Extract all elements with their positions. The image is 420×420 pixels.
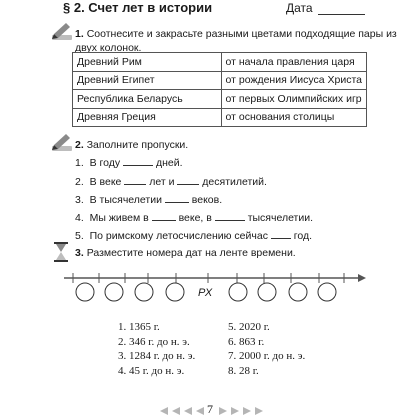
list-item: 6. 863 г. — [228, 335, 265, 348]
fill-item-1 — [75, 156, 183, 170]
timeline — [62, 272, 367, 312]
item-text: веков. — [191, 194, 223, 206]
table-row — [73, 108, 367, 127]
list-item: 5. 2020 г. — [228, 321, 270, 333]
date-input-line[interactable] — [318, 14, 365, 15]
timeline-circle[interactable] — [135, 283, 153, 301]
task2-number: 2. — [75, 139, 84, 151]
item-text: В году — [89, 157, 121, 169]
table-row — [73, 71, 367, 90]
task1-number: 1. — [75, 28, 84, 40]
timeline-circle[interactable] — [105, 283, 123, 301]
pager-right-arrows-icon — [217, 407, 263, 415]
pager-left-arrows-icon — [160, 407, 206, 415]
blank-field[interactable] — [165, 193, 189, 203]
page-number: 7 — [207, 402, 213, 416]
dates-list-left — [118, 320, 195, 378]
table-cell-right[interactable]: от основания столицы — [221, 108, 366, 127]
task1-text-line2: двух колонок. — [75, 42, 142, 54]
blank-field[interactable] — [177, 175, 199, 185]
blank-field[interactable] — [215, 211, 245, 221]
item-text: лет и — [149, 176, 175, 188]
list-item: 8. 28 г. — [228, 364, 259, 377]
task1-text-line1: Соотнесите и закрасьте разными цветами подходящие пары из — [86, 28, 397, 40]
table-cell-left[interactable]: Древний Рим — [73, 53, 222, 72]
item-number: 1. — [75, 157, 84, 169]
fill-item-2 — [75, 175, 267, 189]
table-cell-left[interactable]: Древний Египет — [73, 71, 222, 90]
page-footer — [160, 404, 260, 418]
list-item: 7. 2000 г. до н. э. — [228, 350, 306, 362]
item-text: тысячелетии. — [247, 212, 314, 224]
table-cell-left[interactable]: Древняя Греция — [73, 108, 222, 127]
item-number: 3. — [75, 194, 84, 206]
blank-field[interactable] — [123, 156, 153, 166]
task2-text: Заполните пропуски. — [86, 139, 189, 151]
blank-field[interactable] — [271, 229, 291, 239]
table-row — [73, 90, 367, 109]
task3-number: 3. — [75, 247, 84, 259]
item-text: Мы живем в — [89, 212, 149, 224]
timeline-arrow — [358, 274, 366, 282]
task2-instruction — [75, 138, 188, 152]
task3-instruction — [75, 246, 296, 260]
fill-item-3 — [75, 193, 222, 207]
item-text: год. — [293, 230, 313, 242]
item-number: 5. — [75, 230, 84, 242]
hourglass-icon — [53, 242, 75, 260]
date-label: Дата — [286, 1, 313, 15]
table-row — [73, 53, 367, 72]
item-text: В тысячелетии — [89, 194, 162, 206]
blank-field[interactable] — [152, 211, 176, 221]
matching-table — [72, 52, 367, 127]
blank-field[interactable] — [124, 175, 146, 185]
item-text: В веке — [89, 176, 122, 188]
item-text: десятилетий. — [202, 176, 267, 188]
item-text: дней. — [155, 157, 183, 169]
fill-item-4 — [75, 211, 313, 225]
pencil-icon — [50, 133, 72, 151]
item-text: веке, в — [178, 212, 212, 224]
task3-text: Разместите номера дат на ленте времени. — [86, 247, 296, 259]
timeline-circle[interactable] — [166, 283, 184, 301]
fill-item-5 — [75, 229, 312, 243]
timeline-circle[interactable] — [318, 283, 336, 301]
task1-instruction — [75, 27, 397, 55]
table-cell-left[interactable]: Республика Беларусь — [73, 90, 222, 109]
table-cell-right[interactable]: от рождения Иисуса Христа — [221, 71, 366, 90]
pencil-icon — [50, 22, 72, 40]
item-text: По римскому летосчислению сейчас — [89, 230, 268, 242]
list-item: 1. 1365 г. — [118, 321, 160, 333]
timeline-circle[interactable] — [229, 283, 247, 301]
table-cell-right[interactable]: от первых Олимпийских игр — [221, 90, 366, 109]
dates-list-right — [228, 320, 305, 378]
list-item: 4. 45 г. до н. э. — [118, 364, 185, 377]
list-item: 3. 1284 г. до н. э. — [118, 350, 196, 362]
table-cell-right[interactable]: от начала правления царя — [221, 53, 366, 72]
page-title: § 2. Счет лет в истории — [63, 0, 213, 15]
list-item: 2. 346 г. до н. э. — [118, 335, 190, 348]
item-number: 2. — [75, 176, 84, 188]
timeline-circle[interactable] — [289, 283, 307, 301]
timeline-circle[interactable] — [76, 283, 94, 301]
item-number: 4. — [75, 212, 84, 224]
timeline-label-rh: РХ — [198, 287, 213, 299]
timeline-circle[interactable] — [258, 283, 276, 301]
